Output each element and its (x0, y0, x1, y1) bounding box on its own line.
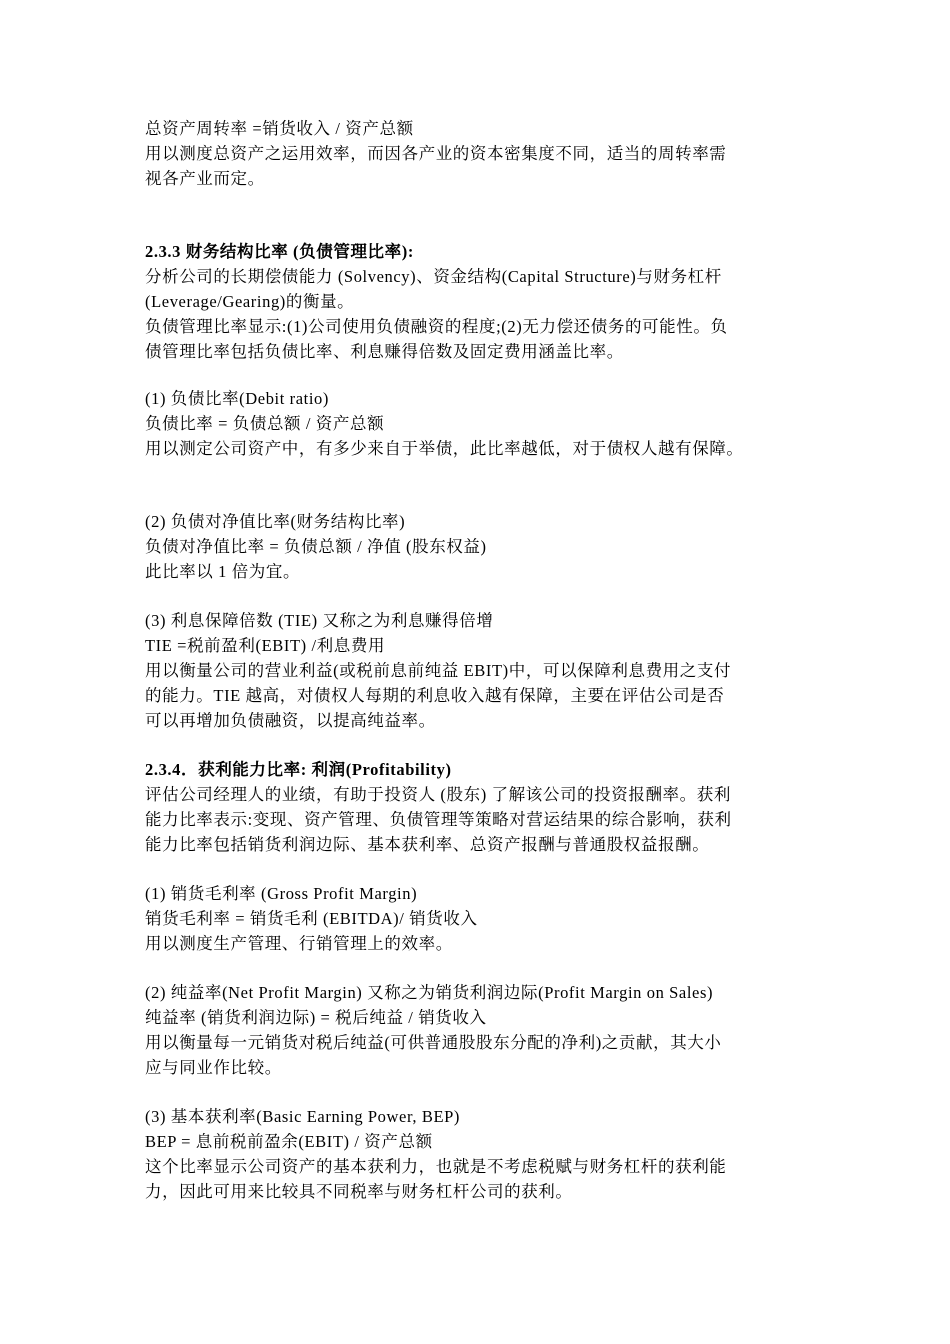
item-desc: 用以衡量公司的营业利益(或税前息前纯益 EBIT)中，可以保障利息费用之支付 (145, 661, 732, 680)
asset-turnover-desc-line: 视各产业而定。 (145, 169, 265, 188)
asset-turnover-formula: 总资产周转率 =销货收入 / 资产总额 (145, 119, 414, 138)
bep-block (145, 1104, 815, 1204)
item-title: (2) 负债对净值比率(财务结构比率) (145, 512, 406, 531)
item-formula: 负债对净值比率 = 负债总额 / 净值 (股东权益) (145, 537, 487, 556)
paragraph-line: 分析公司的长期偿债能力 (Solvency)、资金结构(Capital Structure)与财务杠杆 (145, 267, 722, 286)
debt-equity-block (145, 509, 815, 584)
item-desc: 此比率以 1 倍为宜。 (145, 562, 301, 581)
paragraph-line: (Leverage/Gearing)的衡量。 (145, 292, 355, 311)
item-desc: 可以再增加负债融资，以提高纯益率。 (145, 711, 436, 730)
item-formula: TIE =税前盈利(EBIT) /利息费用 (145, 636, 386, 655)
section-234 (145, 757, 815, 857)
item-title: (3) 基本获利率(Basic Earning Power, BEP) (145, 1107, 461, 1126)
net-margin-block (145, 980, 815, 1080)
item-formula: 销货毛利率 = 销货毛利 (EBITDA)/ 销货收入 (145, 909, 478, 928)
item-title: (3) 利息保障倍数 (TIE) 又称之为利息赚得倍增 (145, 611, 494, 630)
paragraph-line: 债管理比率包括负债比率、利息赚得倍数及固定费用涵盖比率。 (145, 342, 624, 361)
paragraph-line: 评估公司经理人的业绩，有助于投资人 (股东) 了解该公司的投资报酬率。获利 (145, 785, 731, 804)
item-desc: 用以测定公司资产中，有多少来自于举债，此比率越低，对于债权人越有保障。 (145, 439, 744, 458)
paragraph-line: 能力比率表示:变现、资产管理、负债管理等策略对营运结果的综合影响，获利 (145, 810, 732, 829)
item-desc: 用以衡量每一元销货对税后纯益(可供普通股股东分配的净利)之贡献，其大小 (145, 1033, 722, 1052)
gross-margin-block (145, 881, 815, 956)
asset-turnover-desc-line: 用以测度总资产之运用效率，而因各产业的资本密集度不同，适当的周转率需 (145, 144, 727, 163)
item-title: (1) 负债比率(Debit ratio) (145, 389, 329, 408)
paragraph-line: 负债管理比率显示:(1)公司使用负债融资的程度;(2)无力偿还债务的可能性。负 (145, 317, 728, 336)
item-title: (1) 销货毛利率 (Gross Profit Margin) (145, 884, 418, 903)
item-desc: 这个比率显示公司资产的基本获利力，也就是不考虑税赋与财务杠杆的获利能 (145, 1157, 727, 1176)
debt-ratio-block (145, 386, 815, 461)
item-desc: 的能力。TIE 越高，对债权人每期的利息收入越有保障，主要在评估公司是否 (145, 686, 725, 705)
item-title: (2) 纯益率(Net Profit Margin) 又称之为销货利润边际(Profit Margin on Sales) (145, 983, 714, 1002)
item-formula: 纯益率 (销货利润边际) = 税后纯益 / 销货收入 (145, 1008, 487, 1027)
section-heading: 2.3.4．获利能力比率: 利润(Profitability) (145, 760, 452, 779)
paragraph-line: 能力比率包括销货利润边际、基本获利率、总资产报酬与普通股权益报酬。 (145, 835, 710, 854)
section-233 (145, 239, 815, 364)
tie-block (145, 608, 815, 733)
item-desc: 力，因此可用来比较具不同税率与财务杠杆公司的获利。 (145, 1182, 573, 1201)
item-desc: 应与同业作比较。 (145, 1058, 282, 1077)
item-formula: 负债比率 = 负债总额 / 资产总额 (145, 414, 385, 433)
asset-turnover-block (145, 116, 815, 191)
item-desc: 用以测度生产管理、行销管理上的效率。 (145, 934, 453, 953)
item-formula: BEP = 息前税前盈余(EBIT) / 资产总额 (145, 1132, 433, 1151)
document-page (145, 116, 815, 1204)
section-heading: 2.3.3 财务结构比率 (负债管理比率): (145, 242, 414, 261)
